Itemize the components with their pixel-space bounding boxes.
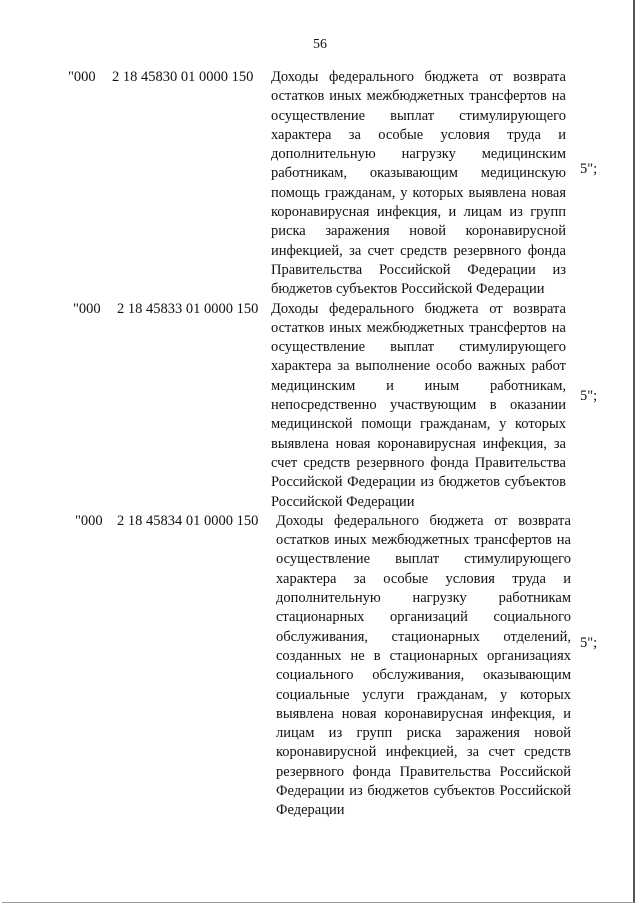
revenue-description: Доходы федерального бюджета от возврата остатков иных межбюджетных трансфертов на осуществление выплат стимулирующего характера за особые условия труда и дополнительную нагрузку работникам стационарных организаций социального обслуживания, стационарных отделений, созданных не в стационарных организациях социального обслуживания, оказывающим социальные услуги гражданам, у которых выявлена новая коронавирусная инфекция, и лицам из групп риска заражения новой коронавирусной инфекцией, за счет средств резервного фонда Правительства Российской Федерации из бюджетов субъектов Российской Федерации xyxy=(276,512,571,819)
revenue-description: Доходы федерального бюджета от возврата остатков иных межбюджетных трансфертов на осуществление выплат стимулирующего характера за выполнение особо важных работ медицинским и иным работникам, непосредственно участвующим в оказании медицинской помощи гражданам, у которых выявлена новая коронавирусная инфекция, за счет средств резервного фонда Правительства Российской Федерации из бюджетов субъектов Российской Федерации xyxy=(271,300,566,510)
table-row xyxy=(0,68,640,300)
row-prefix: "000 xyxy=(68,69,96,85)
table-row xyxy=(0,512,640,821)
revenue-description: Доходы федерального бюджета от возврата остатков иных межбюджетных трансфертов на осуществление выплат стимулирующего характера за особые условия труда и дополнительную нагрузку медицинским работникам, оказывающим медицинскую помощь гражданам, у которых выявлена новая коронавирусная инфекция, и лицам из групп риска заражения новой коронавирусной инфекцией, за счет средств резервного фонда Правительства Российской Федерации из бюджетов субъектов Российской Федерации xyxy=(271,69,566,298)
rate-value: 5"; xyxy=(580,634,598,651)
row-prefix: "000 xyxy=(75,512,103,529)
rate-value: 5"; xyxy=(580,161,598,177)
table-row xyxy=(0,300,640,512)
revenue-code: 2 18 45833 01 0000 150 xyxy=(117,300,259,317)
revenue-table xyxy=(0,68,640,821)
rate-value: 5"; xyxy=(580,387,598,404)
row-prefix: "000 xyxy=(73,300,101,317)
revenue-code: 2 18 45830 01 0000 150 xyxy=(112,69,254,85)
page-number: 56 xyxy=(313,37,327,52)
revenue-code: 2 18 45834 01 0000 150 xyxy=(117,512,259,529)
